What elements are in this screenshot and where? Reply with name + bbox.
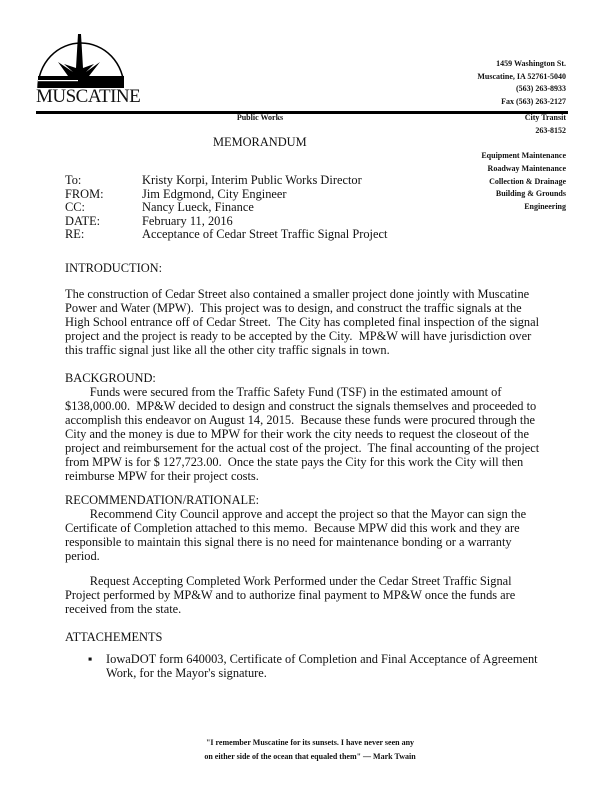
service-item: Equipment Maintenance (481, 151, 566, 160)
text-line: project and the project is ready to be accepted by the City. MP&W will have jurisdiction over (65, 329, 532, 343)
memo-row (65, 174, 387, 188)
text-line: High School entrance off of Cedar Street. The City has completed final inspection of the signal (65, 315, 540, 329)
text-line: IowaDOT form 640003, Certificate of Completion and Final Acceptance of Agreement (106, 652, 538, 666)
memo-header-table (65, 174, 387, 242)
recommendation-paragraph (65, 507, 526, 563)
memo-value: Kristy Korpi, Interim Public Works Director (142, 173, 362, 187)
memo-value: February 11, 2016 (142, 213, 233, 228)
text-line: accomplish this endeavor on August 14, 2015. Because these funds were procured through the (65, 413, 536, 427)
attachment-item (106, 652, 538, 680)
intro-paragraph (65, 287, 539, 357)
address-line: Fax (563) 263-2127 (501, 96, 566, 106)
memo-value: Acceptance of Cedar Street Traffic Signal Project (142, 227, 388, 242)
text-line: Request Accepting Completed Work Performed under the Cedar Street Traffic Signal (65, 574, 512, 588)
memo-label: CC: (65, 200, 85, 215)
footer-line: "I remember Muscatine for its sunsets. I have never seen any (205, 738, 415, 747)
text-line: from MPW is for $ 127,723.00. Once the state pays the City for this work the City will then (65, 455, 524, 469)
service-item: Roadway Maintenance (487, 163, 566, 173)
division-block (416, 112, 566, 137)
text-line: period. (65, 549, 100, 563)
footer-quote (150, 736, 470, 764)
background-paragraph (65, 385, 539, 483)
memo-row (65, 215, 387, 229)
logo-text: MUSCATINE (36, 86, 141, 107)
division-line: City Transit (524, 113, 566, 122)
text-line: responsible to maintain this signal there is no need for maintenance bonding or a warranty (65, 535, 512, 549)
attachment-bullet-icon: ▪ (88, 652, 93, 666)
services-list (416, 150, 566, 214)
background-heading: BACKGROUND: (65, 371, 156, 385)
memo-title: MEMORANDUM (213, 135, 307, 149)
text-line: received from the state. (65, 602, 182, 616)
service-item: Collection & Drainage (489, 176, 566, 186)
address-block (366, 58, 566, 108)
memo-value: Nancy Lueck, Finance (142, 200, 254, 215)
text-line: The construction of Cedar Street also contained a smaller project done jointly with Muscatine (65, 287, 530, 301)
text-line: project and reimbursement for the actual cost of the project. The final accounting of the project (65, 441, 540, 455)
request-paragraph (65, 574, 515, 616)
memo-row (65, 201, 387, 215)
text-line: Certificate of Completion attached to this memo. Because MPW did this work and they are (65, 521, 520, 535)
text-line: Recommend City Council approve and accept the project so that the Mayor can sign the (65, 507, 527, 521)
text-line: $138,000.00. MP&W decided to design and construct the signals themselves and proceeded to (65, 399, 537, 413)
memo-label: RE: (65, 227, 85, 242)
memo-label: DATE: (65, 213, 101, 228)
text-line: Power and Water (MPW). This project was to design, and construct the traffic signals at the (65, 301, 522, 315)
recommendation-heading: RECOMMENDATION/RATIONALE: (65, 493, 260, 507)
division-line: 263-8152 (535, 125, 566, 135)
text-line: reimburse MPW for their project costs. (65, 469, 259, 483)
text-line: Work, for the Mayor's signature. (106, 666, 267, 680)
memo-label: To: (65, 173, 82, 187)
memo-label: FROM: (65, 186, 104, 201)
memo-value: Jim Edgmond, City Engineer (142, 186, 287, 201)
memo-row (65, 228, 387, 242)
text-line: Funds were secured from the Traffic Safety Fund (TSF) in the estimated amount of (65, 385, 502, 399)
address-line: 1459 Washington St. (496, 59, 566, 68)
text-line: City and the money is due to MPW for their work the city needs to request the closeout of the (65, 427, 529, 441)
intro-heading: INTRODUCTION: (65, 261, 163, 275)
text-line: Project performed by MP&W and to authorize final payment to MP&W once the funds are (65, 588, 516, 602)
memo-row (65, 188, 387, 202)
service-item: Engineering (524, 202, 566, 212)
service-item: Building & Grounds (495, 189, 566, 199)
text-line: this traffic signal just like all the other city traffic signals in town. (65, 343, 390, 357)
muscatine-logo (34, 32, 124, 92)
footer-line: on either side of the ocean that equaled them" — Mark Twain (204, 752, 416, 761)
address-line: Muscatine, IA 52761-5040 (477, 71, 566, 81)
attachments-heading: ATTACHEMENTS (65, 630, 163, 644)
department: Public Works (236, 113, 284, 122)
address-line: (563) 263-8933 (516, 84, 566, 93)
